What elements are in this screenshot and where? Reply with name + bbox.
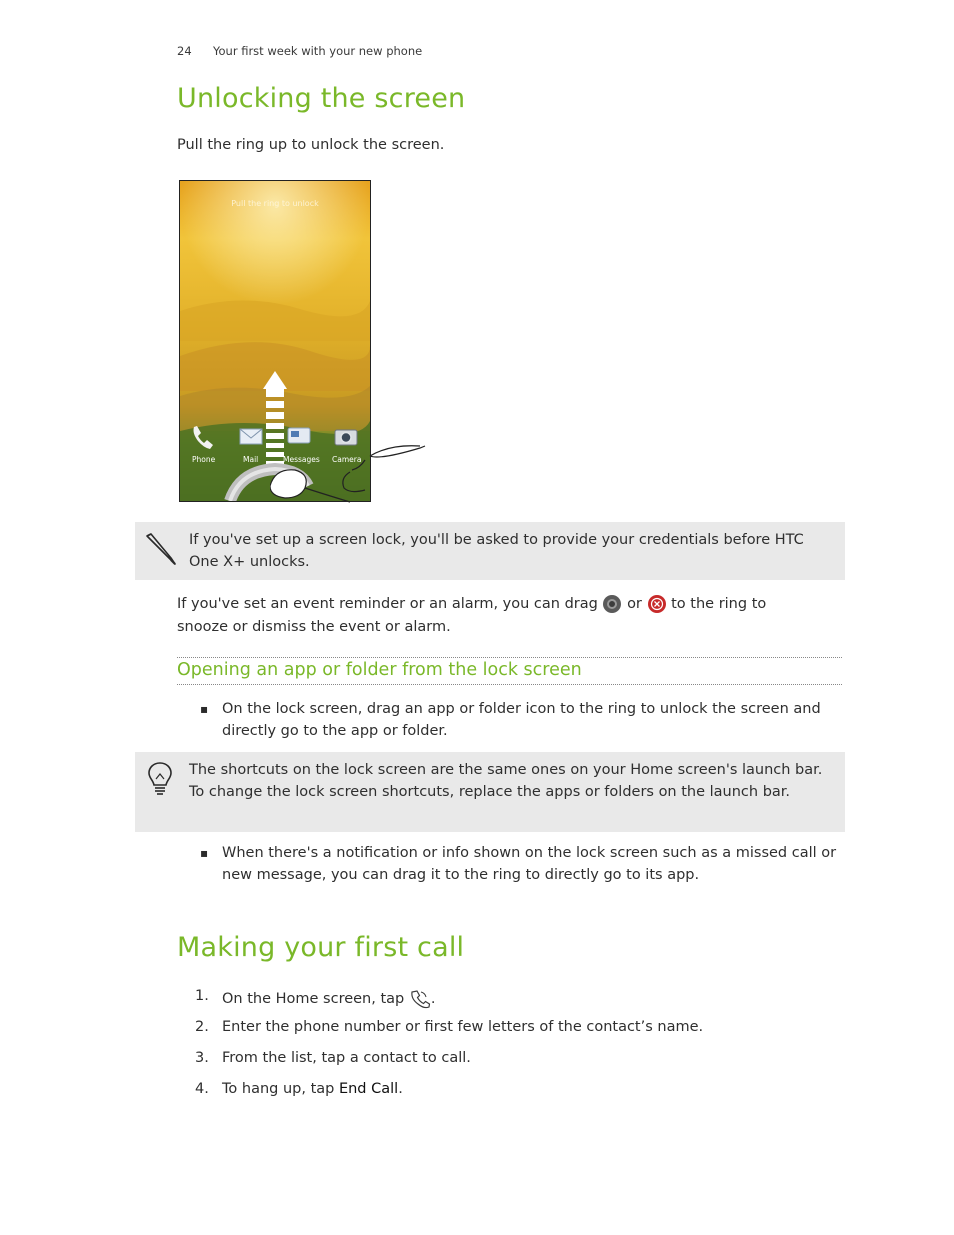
section-title-first-call: Making your first call (177, 932, 465, 963)
note-box-screen-lock (135, 522, 845, 580)
lightbulb-icon (147, 761, 173, 797)
phone-icon (409, 988, 431, 1010)
app-label-phone: Phone (192, 455, 216, 464)
step-number-4: 4. (195, 1081, 209, 1097)
reminder-part2: to the ring to (671, 596, 767, 612)
reminder-or: or (627, 596, 642, 612)
reminder-text-line2: snooze or dismiss the event or alarm. (177, 619, 451, 635)
step-1-suffix: . (430, 991, 436, 1007)
pencil-icon (143, 530, 179, 566)
bullet-marker: ▪ (200, 702, 209, 716)
chapter-title: Your first week with your new phone (213, 44, 423, 58)
page-header (177, 44, 422, 58)
step-number-2: 2. (195, 1019, 209, 1035)
lockscreen-prompt: Pull the ring to unlock (231, 199, 319, 208)
bullet-text-1: On the lock screen, drag an app or folder icon to the ring to unlock the screen and directly go to the app or folder. (222, 701, 821, 739)
snooze-icon (602, 594, 622, 614)
reminder-part1: If you've set an event reminder or an alarm, you can drag (177, 596, 598, 612)
bullet-text-2: When there's a notification or info shown on the lock screen such as a missed call or new message, you can drag it to the ring to directly go to its app. (222, 845, 837, 883)
step-1-text: On the Home screen, tap (222, 991, 405, 1007)
bullet-marker: ▪ (200, 846, 209, 860)
app-label-camera: Camera (332, 455, 362, 464)
subsection-title: Opening an app or folder from the lock screen (177, 660, 582, 680)
step-number-1: 1. (195, 988, 209, 1004)
step-text-2: Enter the phone number or first few letters of the contact’s name. (222, 1019, 704, 1035)
subhead-rule-bottom (177, 684, 842, 685)
mail-app-icon (240, 429, 262, 444)
step-text-3: From the list, tap a contact to call. (222, 1050, 471, 1066)
page-number: 24 (177, 44, 192, 58)
step-number-3: 3. (195, 1050, 209, 1066)
tip-box-shortcuts (135, 752, 845, 832)
intro-text: Pull the ring up to unlock the screen. (177, 137, 445, 153)
app-label-messages: Messages (283, 455, 320, 464)
dismiss-icon (647, 594, 667, 614)
section-title-unlocking: Unlocking the screen (177, 83, 466, 114)
step-text-4 (222, 1081, 403, 1097)
subhead-rule-top (177, 657, 842, 658)
reminder-text-line1 (177, 593, 766, 615)
step-4-text: To hang up, tap (222, 1081, 335, 1097)
step-4-suffix: . (398, 1081, 403, 1097)
note-text-screen-lock: If you've set up a screen lock, you'll be asked to provide your credentials before HTC One X+ unlocks. (189, 532, 804, 570)
app-label-mail: Mail (243, 455, 259, 464)
finger-illustration (270, 438, 430, 508)
end-call-label: End Call (338, 1081, 399, 1097)
step-text-1 (222, 988, 435, 1010)
tip-text-shortcuts: The shortcuts on the lock screen are the same ones on your Home screen's launch bar. To change the lock screen shortcuts, replace the apps or folders on the launch bar. (189, 762, 823, 800)
